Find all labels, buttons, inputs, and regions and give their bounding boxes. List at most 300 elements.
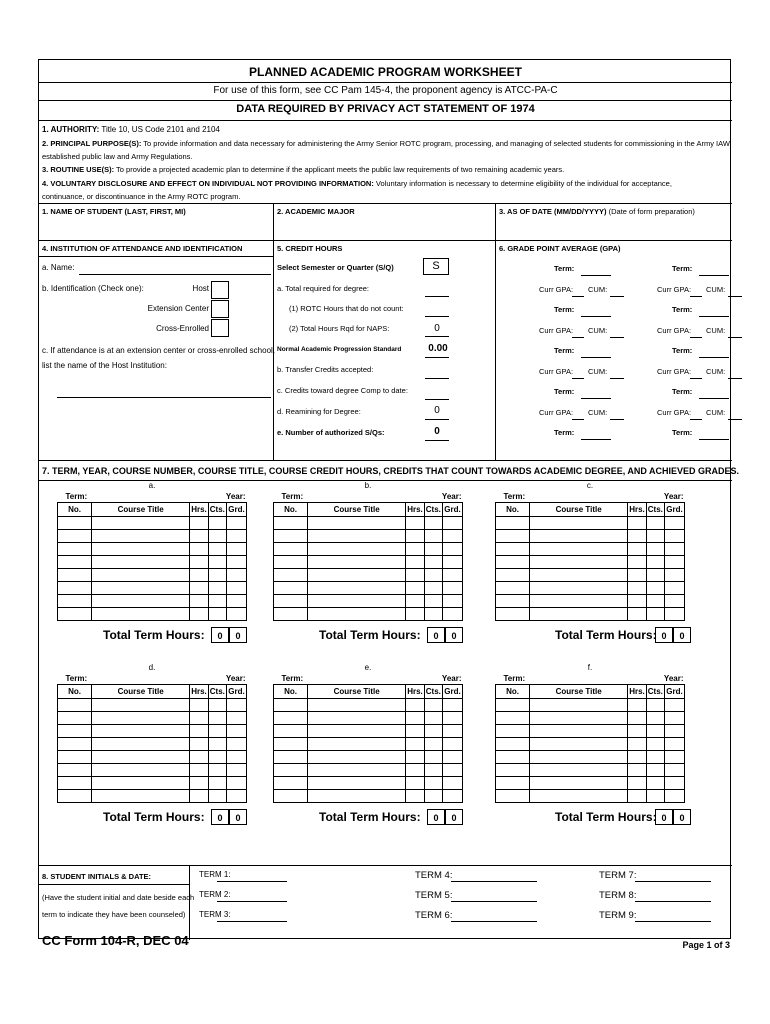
course-cell[interactable]	[308, 555, 406, 568]
course-cell[interactable]	[208, 711, 226, 724]
course-cell[interactable]	[664, 789, 684, 802]
course-cell[interactable]	[530, 724, 628, 737]
transfer-credits-field[interactable]	[425, 378, 449, 379]
course-cell[interactable]	[58, 776, 92, 789]
table-row[interactable]	[274, 529, 463, 542]
table-row[interactable]	[58, 555, 247, 568]
gpa-term-field[interactable]	[699, 275, 729, 276]
course-cell[interactable]	[628, 737, 647, 750]
gpa-cum-field[interactable]	[728, 378, 742, 379]
course-cell[interactable]	[664, 763, 684, 776]
course-cell[interactable]	[92, 750, 190, 763]
table-row[interactable]	[274, 763, 463, 776]
term-9-initials-field[interactable]	[635, 921, 711, 922]
course-cell[interactable]	[92, 529, 190, 542]
gpa-curr-field[interactable]	[690, 419, 702, 420]
course-cell[interactable]	[92, 711, 190, 724]
course-cell[interactable]	[424, 750, 442, 763]
semester-quarter-select[interactable]: S	[423, 258, 449, 275]
table-row[interactable]	[496, 776, 685, 789]
gpa-term-field[interactable]	[581, 439, 611, 440]
course-cell[interactable]	[424, 607, 442, 620]
course-cell[interactable]	[406, 542, 425, 555]
course-cell[interactable]	[308, 724, 406, 737]
course-cell[interactable]	[530, 698, 628, 711]
extension-center-checkbox[interactable]	[211, 300, 229, 318]
course-cell[interactable]	[442, 607, 462, 620]
course-cell[interactable]	[226, 750, 246, 763]
course-cell[interactable]	[646, 737, 664, 750]
course-cell[interactable]	[308, 568, 406, 581]
course-cell[interactable]	[442, 711, 462, 724]
course-cell[interactable]	[208, 698, 226, 711]
course-cell[interactable]	[628, 594, 647, 607]
term-3-initials-field[interactable]	[217, 921, 287, 922]
course-cell[interactable]	[226, 607, 246, 620]
course-cell[interactable]	[92, 542, 190, 555]
course-cell[interactable]	[308, 711, 406, 724]
course-cell[interactable]	[664, 750, 684, 763]
table-row[interactable]	[274, 737, 463, 750]
course-cell[interactable]	[628, 581, 647, 594]
course-cell[interactable]	[226, 737, 246, 750]
table-row[interactable]	[274, 542, 463, 555]
course-cell[interactable]	[308, 776, 406, 789]
course-cell[interactable]	[308, 542, 406, 555]
gpa-cum-field[interactable]	[728, 296, 742, 297]
course-cell[interactable]	[92, 555, 190, 568]
course-cell[interactable]	[424, 568, 442, 581]
student-name-field[interactable]	[41, 220, 271, 238]
as-of-date-field[interactable]	[497, 220, 730, 238]
course-cell[interactable]	[190, 568, 209, 581]
course-cell[interactable]	[226, 594, 246, 607]
gpa-term-field[interactable]	[581, 398, 611, 399]
course-cell[interactable]	[664, 711, 684, 724]
course-cell[interactable]	[226, 724, 246, 737]
course-cell[interactable]	[58, 542, 92, 555]
course-cell[interactable]	[58, 763, 92, 776]
course-cell[interactable]	[406, 724, 425, 737]
gpa-cum-field[interactable]	[728, 337, 742, 338]
course-cell[interactable]	[226, 581, 246, 594]
course-cell[interactable]	[208, 581, 226, 594]
term-5-initials-field[interactable]	[451, 901, 537, 902]
course-cell[interactable]	[406, 607, 425, 620]
course-cell[interactable]	[496, 594, 530, 607]
course-cell[interactable]	[274, 607, 308, 620]
course-cell[interactable]	[628, 607, 647, 620]
course-cell[interactable]	[208, 542, 226, 555]
course-cell[interactable]	[646, 698, 664, 711]
course-cell[interactable]	[496, 529, 530, 542]
term-7-initials-field[interactable]	[635, 881, 711, 882]
course-cell[interactable]	[208, 555, 226, 568]
course-cell[interactable]	[424, 737, 442, 750]
course-cell[interactable]	[92, 516, 190, 529]
table-row[interactable]	[58, 529, 247, 542]
course-cell[interactable]	[496, 542, 530, 555]
course-cell[interactable]	[274, 737, 308, 750]
course-cell[interactable]	[92, 737, 190, 750]
course-cell[interactable]	[628, 555, 647, 568]
table-row[interactable]	[274, 555, 463, 568]
course-cell[interactable]	[92, 594, 190, 607]
gpa-cum-field[interactable]	[610, 337, 624, 338]
course-cell[interactable]	[208, 568, 226, 581]
course-cell[interactable]	[406, 737, 425, 750]
course-cell[interactable]	[496, 568, 530, 581]
course-cell[interactable]	[226, 568, 246, 581]
course-cell[interactable]	[308, 607, 406, 620]
course-cell[interactable]	[530, 763, 628, 776]
course-cell[interactable]	[628, 529, 647, 542]
table-row[interactable]	[274, 724, 463, 737]
course-cell[interactable]	[190, 555, 209, 568]
course-cell[interactable]	[424, 516, 442, 529]
course-cell[interactable]	[646, 763, 664, 776]
course-cell[interactable]	[274, 594, 308, 607]
table-row[interactable]	[58, 711, 247, 724]
course-cell[interactable]	[442, 698, 462, 711]
course-cell[interactable]	[308, 763, 406, 776]
course-cell[interactable]	[496, 516, 530, 529]
term-2-initials-field[interactable]	[217, 901, 287, 902]
course-cell[interactable]	[530, 776, 628, 789]
course-cell[interactable]	[92, 568, 190, 581]
table-row[interactable]	[58, 568, 247, 581]
course-cell[interactable]	[646, 594, 664, 607]
course-cell[interactable]	[58, 737, 92, 750]
table-row[interactable]	[496, 568, 685, 581]
gpa-term-field[interactable]	[699, 439, 729, 440]
course-cell[interactable]	[664, 776, 684, 789]
course-cell[interactable]	[226, 555, 246, 568]
rotc-hours-field[interactable]	[425, 316, 449, 317]
table-row[interactable]	[58, 789, 247, 802]
course-cell[interactable]	[424, 581, 442, 594]
gpa-term-field[interactable]	[581, 316, 611, 317]
gpa-cum-field[interactable]	[610, 378, 624, 379]
course-cell[interactable]	[496, 776, 530, 789]
course-cell[interactable]	[190, 776, 209, 789]
course-cell[interactable]	[274, 750, 308, 763]
course-cell[interactable]	[92, 776, 190, 789]
table-row[interactable]	[274, 698, 463, 711]
course-cell[interactable]	[190, 607, 209, 620]
course-cell[interactable]	[530, 737, 628, 750]
course-cell[interactable]	[406, 750, 425, 763]
course-cell[interactable]	[58, 555, 92, 568]
table-row[interactable]	[496, 542, 685, 555]
table-row[interactable]	[274, 607, 463, 620]
course-cell[interactable]	[58, 568, 92, 581]
table-row[interactable]	[58, 750, 247, 763]
course-cell[interactable]	[208, 529, 226, 542]
course-cell[interactable]	[530, 789, 628, 802]
course-cell[interactable]	[58, 581, 92, 594]
course-cell[interactable]	[406, 581, 425, 594]
course-cell[interactable]	[442, 763, 462, 776]
course-cell[interactable]	[628, 763, 647, 776]
course-cell[interactable]	[58, 711, 92, 724]
term-6-initials-field[interactable]	[451, 921, 537, 922]
course-cell[interactable]	[274, 555, 308, 568]
course-cell[interactable]	[530, 529, 628, 542]
course-cell[interactable]	[190, 711, 209, 724]
host-institution-field[interactable]	[57, 397, 271, 398]
course-cell[interactable]	[424, 789, 442, 802]
course-cell[interactable]	[646, 529, 664, 542]
course-cell[interactable]	[442, 750, 462, 763]
course-cell[interactable]	[628, 542, 647, 555]
table-row[interactable]	[496, 711, 685, 724]
course-cell[interactable]	[424, 711, 442, 724]
course-cell[interactable]	[274, 568, 308, 581]
course-cell[interactable]	[496, 607, 530, 620]
course-cell[interactable]	[530, 555, 628, 568]
course-cell[interactable]	[92, 724, 190, 737]
table-row[interactable]	[58, 776, 247, 789]
course-cell[interactable]	[530, 581, 628, 594]
course-cell[interactable]	[530, 516, 628, 529]
table-row[interactable]	[58, 698, 247, 711]
course-cell[interactable]	[274, 711, 308, 724]
course-cell[interactable]	[274, 529, 308, 542]
course-cell[interactable]	[442, 529, 462, 542]
course-cell[interactable]	[496, 724, 530, 737]
table-row[interactable]	[496, 724, 685, 737]
course-cell[interactable]	[442, 789, 462, 802]
course-cell[interactable]	[274, 581, 308, 594]
course-cell[interactable]	[424, 698, 442, 711]
course-cell[interactable]	[226, 711, 246, 724]
course-cell[interactable]	[190, 724, 209, 737]
course-cell[interactable]	[424, 776, 442, 789]
course-cell[interactable]	[496, 698, 530, 711]
course-cell[interactable]	[646, 581, 664, 594]
course-cell[interactable]	[92, 607, 190, 620]
course-cell[interactable]	[646, 724, 664, 737]
course-cell[interactable]	[92, 698, 190, 711]
course-cell[interactable]	[190, 594, 209, 607]
gpa-cum-field[interactable]	[610, 296, 624, 297]
course-cell[interactable]	[406, 763, 425, 776]
gpa-curr-field[interactable]	[572, 419, 584, 420]
course-cell[interactable]	[190, 529, 209, 542]
course-cell[interactable]	[190, 737, 209, 750]
course-cell[interactable]	[406, 711, 425, 724]
course-cell[interactable]	[308, 789, 406, 802]
table-row[interactable]	[496, 607, 685, 620]
table-row[interactable]	[496, 516, 685, 529]
course-cell[interactable]	[496, 763, 530, 776]
gpa-term-field[interactable]	[699, 398, 729, 399]
table-row[interactable]	[58, 607, 247, 620]
course-cell[interactable]	[664, 516, 684, 529]
course-cell[interactable]	[190, 750, 209, 763]
course-cell[interactable]	[58, 529, 92, 542]
total-required-field[interactable]	[425, 296, 449, 297]
course-cell[interactable]	[628, 711, 647, 724]
table-row[interactable]	[58, 763, 247, 776]
credits-to-date-field[interactable]	[425, 399, 449, 400]
table-row[interactable]	[274, 711, 463, 724]
gpa-curr-field[interactable]	[572, 337, 584, 338]
gpa-term-field[interactable]	[699, 357, 729, 358]
course-cell[interactable]	[646, 607, 664, 620]
course-cell[interactable]	[308, 737, 406, 750]
course-cell[interactable]	[274, 698, 308, 711]
course-cell[interactable]	[442, 516, 462, 529]
course-cell[interactable]	[208, 594, 226, 607]
course-cell[interactable]	[58, 594, 92, 607]
table-row[interactable]	[58, 581, 247, 594]
course-cell[interactable]	[530, 594, 628, 607]
course-cell[interactable]	[406, 568, 425, 581]
table-row[interactable]	[496, 594, 685, 607]
course-cell[interactable]	[226, 763, 246, 776]
course-cell[interactable]	[442, 581, 462, 594]
table-row[interactable]	[496, 555, 685, 568]
course-cell[interactable]	[58, 750, 92, 763]
course-cell[interactable]	[308, 594, 406, 607]
course-cell[interactable]	[274, 789, 308, 802]
course-cell[interactable]	[530, 607, 628, 620]
course-cell[interactable]	[208, 607, 226, 620]
course-cell[interactable]	[208, 737, 226, 750]
course-cell[interactable]	[406, 698, 425, 711]
course-cell[interactable]	[496, 581, 530, 594]
table-row[interactable]	[274, 776, 463, 789]
course-cell[interactable]	[496, 789, 530, 802]
table-row[interactable]	[274, 581, 463, 594]
course-cell[interactable]	[308, 750, 406, 763]
course-cell[interactable]	[530, 711, 628, 724]
course-cell[interactable]	[226, 776, 246, 789]
course-cell[interactable]	[308, 698, 406, 711]
gpa-cum-field[interactable]	[610, 419, 624, 420]
table-row[interactable]	[58, 542, 247, 555]
course-cell[interactable]	[628, 698, 647, 711]
course-cell[interactable]	[190, 763, 209, 776]
course-cell[interactable]	[496, 555, 530, 568]
gpa-curr-field[interactable]	[690, 337, 702, 338]
course-cell[interactable]	[442, 724, 462, 737]
course-cell[interactable]	[190, 542, 209, 555]
course-cell[interactable]	[628, 776, 647, 789]
course-cell[interactable]	[208, 750, 226, 763]
course-cell[interactable]	[646, 555, 664, 568]
course-cell[interactable]	[424, 763, 442, 776]
cross-enrolled-checkbox[interactable]	[211, 319, 229, 337]
course-cell[interactable]	[628, 789, 647, 802]
course-cell[interactable]	[442, 737, 462, 750]
table-row[interactable]	[274, 750, 463, 763]
course-cell[interactable]	[442, 568, 462, 581]
course-cell[interactable]	[226, 516, 246, 529]
institution-name-field[interactable]	[79, 274, 271, 275]
gpa-term-field[interactable]	[581, 357, 611, 358]
gpa-curr-field[interactable]	[572, 296, 584, 297]
course-cell[interactable]	[308, 516, 406, 529]
course-cell[interactable]	[424, 594, 442, 607]
course-cell[interactable]	[664, 568, 684, 581]
table-row[interactable]	[496, 750, 685, 763]
course-cell[interactable]	[664, 581, 684, 594]
course-cell[interactable]	[424, 555, 442, 568]
course-cell[interactable]	[664, 594, 684, 607]
course-cell[interactable]	[190, 698, 209, 711]
course-cell[interactable]	[646, 711, 664, 724]
table-row[interactable]	[274, 516, 463, 529]
course-cell[interactable]	[530, 542, 628, 555]
table-row[interactable]	[58, 737, 247, 750]
course-cell[interactable]	[424, 529, 442, 542]
table-row[interactable]	[496, 529, 685, 542]
course-cell[interactable]	[226, 542, 246, 555]
course-cell[interactable]	[92, 581, 190, 594]
course-cell[interactable]	[406, 789, 425, 802]
course-cell[interactable]	[496, 737, 530, 750]
gpa-curr-field[interactable]	[690, 378, 702, 379]
gpa-curr-field[interactable]	[690, 296, 702, 297]
term-4-initials-field[interactable]	[451, 881, 537, 882]
course-cell[interactable]	[406, 529, 425, 542]
table-row[interactable]	[496, 737, 685, 750]
course-cell[interactable]	[274, 542, 308, 555]
course-cell[interactable]	[274, 516, 308, 529]
course-cell[interactable]	[530, 750, 628, 763]
course-cell[interactable]	[646, 776, 664, 789]
course-cell[interactable]	[58, 724, 92, 737]
course-cell[interactable]	[58, 607, 92, 620]
course-cell[interactable]	[208, 724, 226, 737]
course-cell[interactable]	[664, 698, 684, 711]
course-cell[interactable]	[308, 581, 406, 594]
course-cell[interactable]	[274, 763, 308, 776]
course-cell[interactable]	[646, 750, 664, 763]
course-cell[interactable]	[424, 724, 442, 737]
course-cell[interactable]	[274, 724, 308, 737]
course-cell[interactable]	[406, 555, 425, 568]
table-row[interactable]	[496, 581, 685, 594]
course-cell[interactable]	[628, 750, 647, 763]
course-cell[interactable]	[442, 776, 462, 789]
table-row[interactable]	[58, 516, 247, 529]
course-cell[interactable]	[190, 789, 209, 802]
course-cell[interactable]	[628, 568, 647, 581]
table-row[interactable]	[274, 789, 463, 802]
course-cell[interactable]	[646, 568, 664, 581]
term-8-initials-field[interactable]	[635, 901, 711, 902]
course-cell[interactable]	[226, 698, 246, 711]
course-cell[interactable]	[664, 724, 684, 737]
table-row[interactable]	[496, 698, 685, 711]
course-cell[interactable]	[664, 529, 684, 542]
course-cell[interactable]	[208, 516, 226, 529]
course-cell[interactable]	[58, 516, 92, 529]
course-cell[interactable]	[58, 698, 92, 711]
course-cell[interactable]	[628, 516, 647, 529]
course-cell[interactable]	[530, 568, 628, 581]
course-cell[interactable]	[190, 581, 209, 594]
course-cell[interactable]	[424, 542, 442, 555]
course-cell[interactable]	[664, 607, 684, 620]
gpa-cum-field[interactable]	[728, 419, 742, 420]
course-cell[interactable]	[628, 724, 647, 737]
term-1-initials-field[interactable]	[217, 881, 287, 882]
